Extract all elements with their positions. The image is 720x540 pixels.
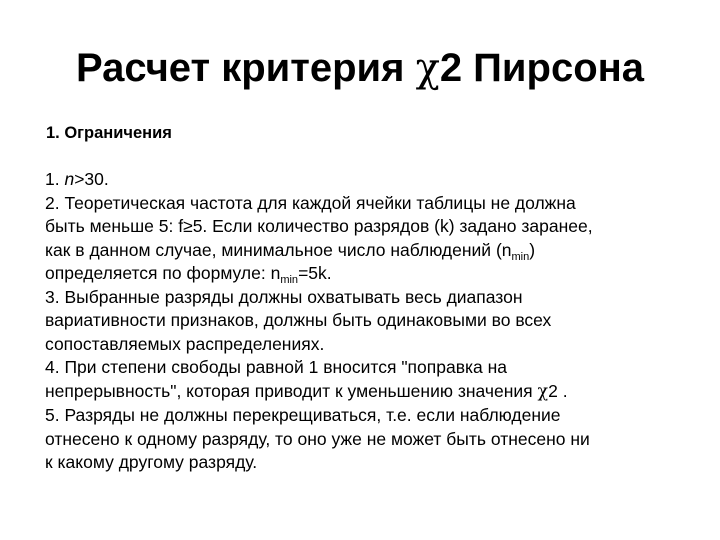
text: непрерывность", которая приводит к уменьшению значения bbox=[45, 380, 538, 401]
list-item-2-line-1: 2. Теоретическая частота для каждой ячейки таблицы не должна bbox=[45, 192, 576, 213]
list-item-4-line-2 bbox=[45, 380, 695, 405]
list-item-3-line-3: сопоставляемых распределениях. bbox=[45, 333, 325, 354]
list-item-1 bbox=[45, 168, 695, 192]
title-text-end: 2 Пирсона bbox=[439, 46, 645, 90]
list-item-3-line-2: вариативности признаков, должны быть одинаковыми во всех bbox=[45, 310, 552, 330]
list-item-3-line-1: 3. Выбранные разряды должны охватывать весь диапазон bbox=[45, 286, 523, 307]
text: 2 . bbox=[548, 380, 568, 401]
list-item-2-line-3 bbox=[45, 239, 695, 263]
restrictions-list bbox=[45, 168, 695, 475]
list-item-2-line-4 bbox=[45, 262, 695, 286]
subscript-min: min bbox=[511, 250, 530, 263]
variable-n: n bbox=[64, 169, 75, 189]
chi-symbol: χ bbox=[537, 381, 549, 402]
section-heading: 1. Ограничения bbox=[46, 124, 172, 142]
list-item-5-line-3: к какому другому разряду. bbox=[45, 452, 258, 472]
list-item-2-line-2: быть меньше 5: f≥5. Если количество разрядов (k) задано заранее, bbox=[45, 216, 593, 236]
list-item-4-line-1: 4. При степени свободы равной 1 вносится "поправка на bbox=[45, 357, 508, 377]
text: =5k. bbox=[298, 263, 332, 283]
text: определяется по формуле: n bbox=[45, 263, 281, 283]
text: как в данном случае, минимальное число наблюдений (n bbox=[45, 239, 512, 260]
text: ) bbox=[529, 239, 536, 260]
slide-title bbox=[0, 38, 720, 98]
list-item-text: >30. bbox=[74, 169, 109, 189]
list-item-5-line-2: отнесено к одному разряду, то оно уже не может быть отнесено ни bbox=[45, 428, 590, 449]
list-item-5-line-1: 5. Разряды не должны перекрещиваться, т.е. если наблюдение bbox=[45, 405, 561, 425]
subscript-min: min bbox=[280, 274, 299, 286]
title-text-start: Расчет критерия bbox=[75, 46, 416, 90]
list-item-number: 1. bbox=[45, 169, 65, 189]
chi-symbol: χ bbox=[415, 45, 440, 91]
